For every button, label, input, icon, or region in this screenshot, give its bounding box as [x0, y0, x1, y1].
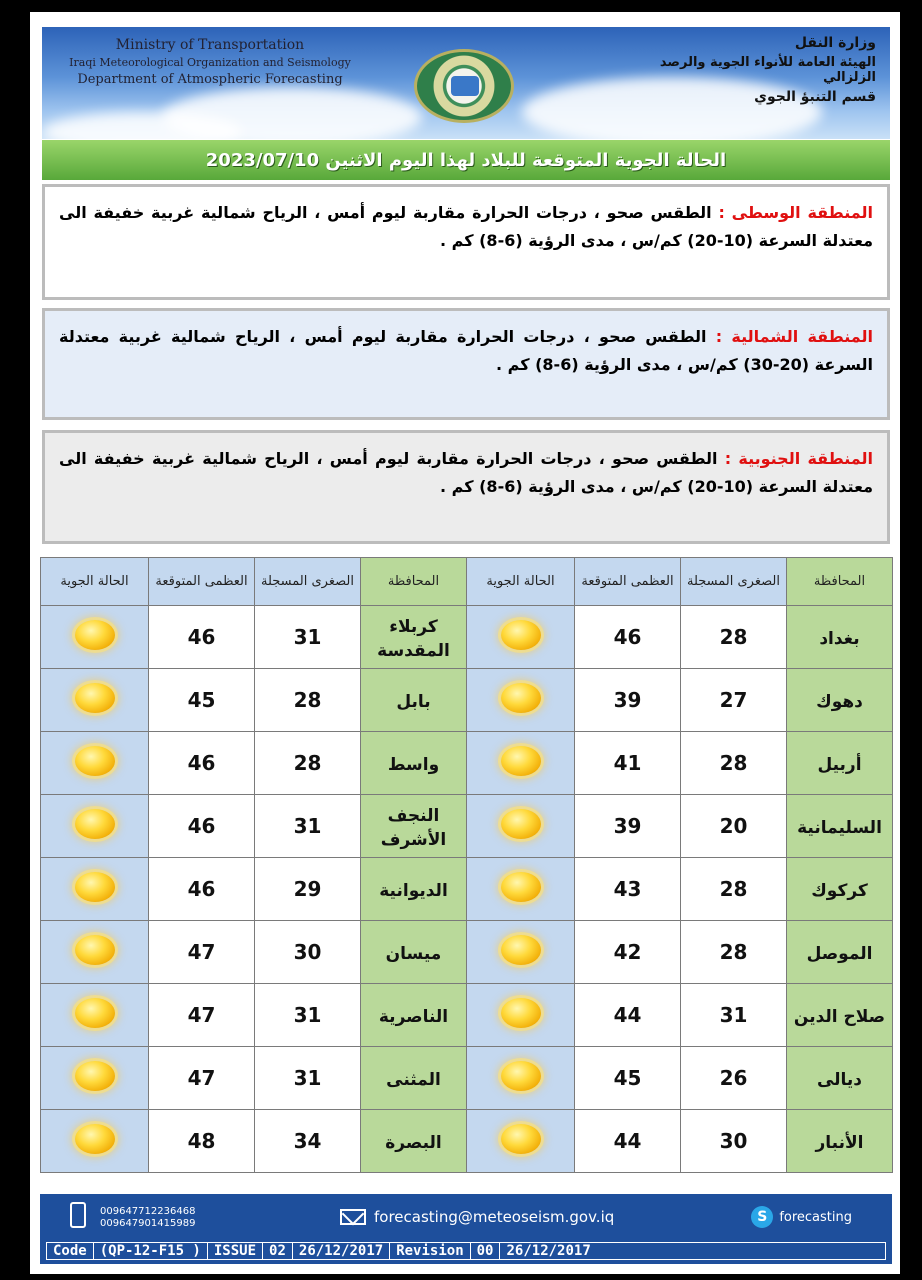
governorate-label: واسط [387, 755, 440, 775]
governorate-label: بغداد [819, 629, 860, 649]
max-temp: 46 [149, 858, 255, 921]
table-row [41, 669, 893, 732]
weather-cell [467, 1047, 575, 1110]
weather-cell [41, 1110, 149, 1173]
organization-name-en: Iraqi Meteorological Organization and Seismology [69, 56, 351, 69]
governorate-label: الموصل [806, 944, 873, 964]
department-name-en: Department of Atmospheric Forecasting [77, 72, 343, 87]
sun-icon [75, 1061, 115, 1091]
sun-icon [501, 746, 541, 776]
max-temp: 41 [575, 732, 681, 795]
region-forecast-text: الطقس صحو ، درجات الحرارة مقاربة ليوم أمس ، الرياح شمالية غربية معتدلة السرعة (20-30) كم/س ، مدى الرؤية (6-8) كم . [59, 327, 873, 374]
governorate-label: البصرة [385, 1133, 442, 1153]
max-temp: 46 [149, 795, 255, 858]
governorate-label: الأنبار [815, 1133, 864, 1153]
region-name: المنطقة الوسطى : [718, 203, 873, 222]
weather-cell [467, 1110, 575, 1173]
sun-icon [501, 620, 541, 650]
table-row [41, 1110, 893, 1173]
governorate-label: كربلاء المقدسة [377, 617, 450, 661]
sun-icon [75, 872, 115, 902]
weather-cell [41, 984, 149, 1047]
weather-cell [41, 1047, 149, 1110]
region-north [42, 308, 890, 420]
weather-cell [467, 732, 575, 795]
governorate-name [361, 606, 467, 669]
max-temp: 45 [575, 1047, 681, 1110]
email-contact[interactable] [340, 1208, 614, 1226]
governorate-label: الناصرية [378, 1007, 449, 1027]
phone-icon [70, 1202, 86, 1228]
department-name-ar: قسم التنبؤ الجوي [754, 89, 876, 105]
sun-icon [75, 683, 115, 713]
revision-date: 26/12/2017 [506, 1243, 591, 1259]
header-weather: الحالة الجوية [467, 558, 575, 606]
region-name: المنطقة الشمالية : [715, 327, 873, 346]
code-label: Code [47, 1243, 94, 1259]
skype-contact[interactable] [751, 1206, 852, 1228]
phone-number: 009647712236468 [100, 1206, 196, 1217]
max-temp: 42 [575, 921, 681, 984]
governorate-name [361, 1110, 467, 1173]
region-central [42, 184, 890, 300]
governorate-name [787, 732, 893, 795]
governorate-label: دهوك [816, 692, 863, 712]
min-temp: 30 [681, 1110, 787, 1173]
weather-cell [41, 921, 149, 984]
ministry-name-en: Ministry of Transportation [115, 37, 305, 53]
sun-icon [501, 1061, 541, 1091]
governorate-label: كركوك [811, 881, 868, 901]
region-name: المنطقة الجنوبية : [724, 449, 873, 468]
header-min-temp: الصغرى المسجلة [255, 558, 361, 606]
governorate-label: صلاح الدين [793, 1007, 886, 1027]
issue-date: 26/12/2017 [293, 1243, 390, 1259]
email-address[interactable]: forecasting@meteoseism.gov.iq [374, 1208, 615, 1226]
max-temp: 47 [149, 921, 255, 984]
organization-name-ar: الهيئة العامة للأنواء الجوية والرصد الزلزالي [659, 55, 876, 85]
governorate-label: السليمانية [797, 818, 882, 838]
governorate-name [787, 1110, 893, 1173]
table-row [41, 732, 893, 795]
governorate-name [787, 795, 893, 858]
max-temp: 44 [575, 1110, 681, 1173]
governorate-label: بابل [396, 692, 431, 712]
issue-label: ISSUE [208, 1243, 263, 1259]
min-temp: 31 [255, 1047, 361, 1110]
governorate-label: أربيل [817, 755, 862, 775]
table-row [41, 795, 893, 858]
governorate-name [361, 669, 467, 732]
weather-cell [467, 669, 575, 732]
weather-cell [467, 606, 575, 669]
max-temp: 39 [575, 795, 681, 858]
governorate-name [361, 984, 467, 1047]
sun-icon [75, 620, 115, 650]
weather-cell [41, 732, 149, 795]
sun-icon [501, 1124, 541, 1154]
sun-icon [75, 746, 115, 776]
skype-name[interactable]: forecasting [779, 1209, 852, 1225]
sun-icon [501, 809, 541, 839]
max-temp: 45 [149, 669, 255, 732]
header-governorate: المحافظة [361, 558, 467, 606]
min-temp: 31 [681, 984, 787, 1047]
skype-icon: S [751, 1206, 773, 1228]
governorate-label: النجف الأشرف [380, 806, 447, 850]
governorate-label: الديوانية [379, 881, 448, 901]
min-temp: 31 [255, 795, 361, 858]
max-temp: 43 [575, 858, 681, 921]
weather-cell [467, 984, 575, 1047]
max-temp: 46 [575, 606, 681, 669]
sun-icon [501, 683, 541, 713]
weather-cell [41, 606, 149, 669]
weather-cell [41, 858, 149, 921]
governorate-name [361, 795, 467, 858]
min-temp: 31 [255, 984, 361, 1047]
governorate-name [787, 1047, 893, 1110]
table-row [41, 858, 893, 921]
issue-number: 02 [263, 1243, 293, 1259]
weather-cell [467, 921, 575, 984]
min-temp: 29 [255, 858, 361, 921]
min-temp: 28 [255, 732, 361, 795]
region-forecast-text: الطقس صحو ، درجات الحرارة مقاربة ليوم أمس ، الرياح شمالية غربية خفيفة الى معتدلة السرعة (10-20) كم/س ، مدى الرؤية (6-8) كم . [59, 449, 873, 496]
header-governorate: المحافظة [787, 558, 893, 606]
phone-number: 009647901415989 [100, 1218, 196, 1229]
page-title: الحالة الجوية المتوقعة للبلاد لهذا اليوم الاثنين 2023/07/10 [205, 149, 727, 171]
min-temp: 20 [681, 795, 787, 858]
min-temp: 28 [681, 858, 787, 921]
min-temp: 28 [681, 606, 787, 669]
footer [40, 1194, 892, 1264]
envelope-icon [340, 1209, 366, 1225]
max-temp: 44 [575, 984, 681, 1047]
governorate-label: ديالى [816, 1070, 863, 1090]
sun-icon [75, 998, 115, 1028]
table-row [41, 1047, 893, 1110]
governorate-name [787, 606, 893, 669]
table-row [41, 921, 893, 984]
min-temp: 27 [681, 669, 787, 732]
min-temp: 26 [681, 1047, 787, 1110]
governorate-name [787, 921, 893, 984]
code-value: (QP-12-F15 ) [94, 1243, 208, 1259]
weather-cell [467, 858, 575, 921]
governorate-name [361, 1047, 467, 1110]
max-temp: 46 [149, 606, 255, 669]
governorate-name [361, 921, 467, 984]
header-weather: الحالة الجوية [41, 558, 149, 606]
min-temp: 28 [255, 669, 361, 732]
min-temp: 28 [681, 921, 787, 984]
sun-icon [75, 1124, 115, 1154]
sun-icon [75, 935, 115, 965]
weather-cell [41, 669, 149, 732]
header-banner [42, 27, 890, 139]
min-temp: 31 [255, 606, 361, 669]
revision-label: Revision [390, 1243, 470, 1259]
table-row [41, 984, 893, 1047]
governorate-name [361, 858, 467, 921]
min-temp: 30 [255, 921, 361, 984]
table-row [41, 606, 893, 669]
max-temp: 48 [149, 1110, 255, 1173]
max-temp: 47 [149, 984, 255, 1047]
sun-icon [75, 809, 115, 839]
weather-cell [41, 795, 149, 858]
header-english [60, 37, 360, 87]
document-code-strip [46, 1242, 886, 1260]
header-max-temp: العظمى المتوقعة [149, 558, 255, 606]
temperature-table [40, 557, 893, 1173]
region-south [42, 430, 890, 544]
governorate-label: المثنى [386, 1070, 441, 1090]
phone-numbers [100, 1206, 195, 1230]
sun-icon [501, 935, 541, 965]
max-temp: 39 [575, 669, 681, 732]
ministry-name-ar: وزارة النقل [794, 35, 876, 51]
min-temp: 28 [681, 732, 787, 795]
governorate-name [361, 732, 467, 795]
governorate-name [787, 669, 893, 732]
sun-icon [501, 998, 541, 1028]
header-min-temp: الصغرى المسجلة [681, 558, 787, 606]
min-temp: 34 [255, 1110, 361, 1173]
weather-cell [467, 795, 575, 858]
forecast-page [30, 12, 900, 1274]
organization-logo [414, 49, 514, 123]
title-bar [42, 140, 890, 180]
region-forecast-text: الطقس صحو ، درجات الحرارة مقاربة ليوم أمس ، الرياح شمالية غربية خفيفة الى معتدلة السرعة (10-20) كم/س ، مدى الرؤية (6-8) كم . [59, 203, 873, 250]
revision-number: 00 [471, 1243, 501, 1259]
max-temp: 46 [149, 732, 255, 795]
max-temp: 47 [149, 1047, 255, 1110]
sun-icon [501, 872, 541, 902]
header-max-temp: العظمى المتوقعة [575, 558, 681, 606]
governorate-name [787, 858, 893, 921]
governorate-name [787, 984, 893, 1047]
governorate-label: ميسان [385, 944, 442, 964]
header-arabic [616, 35, 876, 105]
